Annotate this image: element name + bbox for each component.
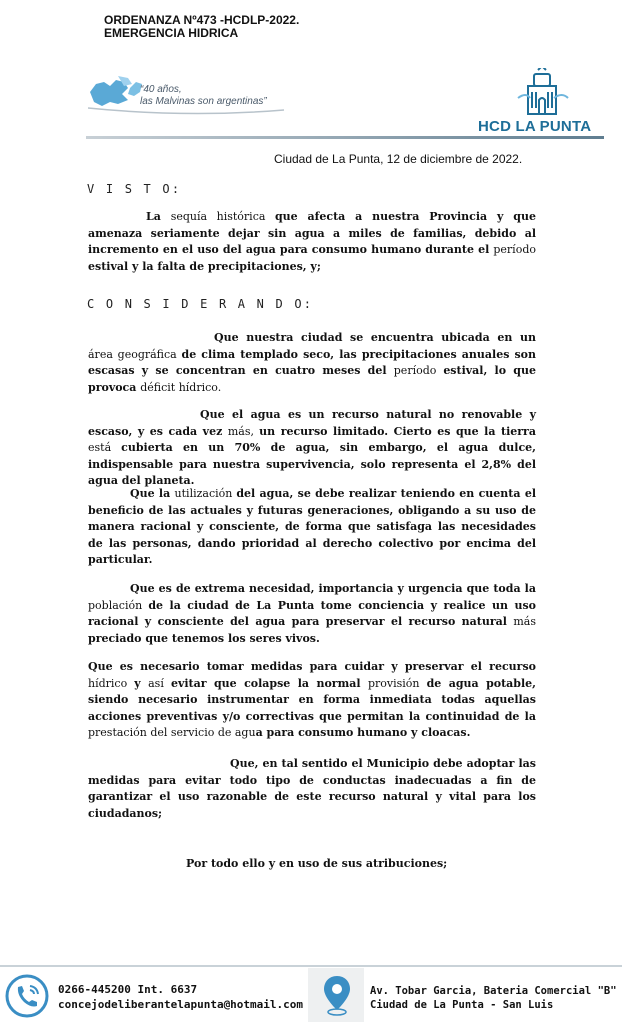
hcd-building-logo	[508, 68, 578, 116]
text-run: hídrico	[88, 676, 135, 690]
text-run: más	[513, 615, 536, 628]
text-run: de clima templado seco, las precipitaciones anuales son escasas y se concentran en cuatro meses del	[88, 347, 537, 377]
text-run: período	[493, 243, 536, 256]
malvinas-slogan: “40 años, las Malvinas son argentinas”	[140, 84, 267, 107]
text-run: estival, lo que provoca	[88, 364, 536, 394]
text-run: La	[146, 210, 171, 223]
text-run: provisión	[367, 676, 427, 690]
considerando-paragraph-2	[88, 407, 536, 490]
ordinance-number: ORDENANZA Nº473 -HCDLP-2022.	[104, 13, 300, 27]
text-run: déficit hídrico.	[140, 380, 222, 394]
closing-statement: Por todo ello y en uso de sus atribuciones;	[186, 857, 448, 870]
text-run: así	[148, 676, 171, 690]
phone-number: 0266-445200 Int. 6637	[58, 983, 198, 996]
text-run: prestación del servicio de agu	[88, 726, 256, 739]
text-run: utilización	[174, 487, 237, 500]
text-run: de la ciudad de La Punta tome conciencia y realice un uso racional y consciente del agua para preservar el recurso natural	[88, 598, 536, 628]
address-info	[370, 984, 617, 1012]
hcd-name: HCD LA PUNTA	[478, 118, 592, 135]
email-address: concejodeliberantelapunta@hotmail.com	[58, 998, 304, 1011]
text-run: estival y la falta de precipitaciones, y;	[88, 259, 321, 273]
text-run: período	[393, 364, 444, 377]
text-run: preciado que tenemos los seres vivos.	[88, 631, 320, 645]
text-run: y	[134, 676, 149, 690]
considerando-paragraph-3	[88, 486, 536, 569]
contact-info	[58, 982, 303, 1012]
text-run: Que es necesario tomar medidas para cuidar y preservar el recurso	[88, 660, 536, 673]
text-run: más,	[227, 424, 260, 438]
text-run: del agua, se debe realizar teniendo en cuenta el beneficio de las actuales y futuras generaciones, obligando a su uso de manera racional y consciente, de forma que satisfaga las necesidades de las personas, dando prioridad al derecho colectivo por encima del particular.	[88, 487, 536, 566]
text-run: área geográfica	[88, 347, 182, 361]
address-line-1: Av. Tobar Garcia, Bateria Comercial "B"	[370, 985, 617, 997]
text-run: Que el agua es un recurso natural no renovable y escaso, y es cada vez	[88, 408, 536, 438]
text-run: que afecta a nuestra Provincia y que amenaza seriamente dejar sin agua a miles de familias, debido al incremento en el uso del agua para consumo humano durante el	[88, 210, 536, 256]
text-run: sequía histórica	[170, 210, 275, 223]
text-run: un recurso limitado. Cierto es que la tierra	[259, 424, 536, 438]
considerando-paragraph-5	[88, 659, 536, 742]
text-run: Que es de extrema necesidad, importancia y urgencia que toda la	[130, 582, 536, 595]
text-run: Que, en tal sentido el Municipio debe adoptar las medidas para evitar todo tipo de conductas inadecuadas a fin de garantizar el uso razonable de este recurso natural y vital para los ciudadanos;	[88, 757, 536, 820]
visto-heading: V I S T O:	[87, 182, 182, 196]
document-header	[104, 14, 299, 40]
text-run: cubierta en un 70% de agua, sin embargo, el agua dulce, indispensable para nuestra supervivencia, solo representa el 2,8% del agua del planeta.	[88, 441, 536, 487]
header-divider	[86, 136, 604, 139]
considerando-paragraph-1	[88, 330, 536, 396]
address-line-2: Ciudad de La Punta - San Luis	[370, 999, 554, 1011]
text-run: de agua potable, siendo necesario instrumentar en forma inmediata todas aquellas acciones preventivas y/o correctivas que permitan la continuidad de la	[88, 676, 536, 723]
text-run: Que nuestra ciudad se encuentra ubicada en un	[214, 331, 536, 344]
text-run: Que la	[130, 487, 175, 500]
location-pin-icon	[322, 974, 352, 1016]
text-run: a para consumo humano y cloacas.	[255, 726, 471, 739]
considerando-paragraph-6	[88, 756, 536, 822]
considerando-paragraph-4	[88, 581, 536, 647]
ordinance-subject: EMERGENCIA HIDRICA	[104, 26, 239, 40]
visto-paragraph	[88, 209, 536, 275]
document-date: Ciudad de La Punta, 12 de diciembre de 2022.	[274, 152, 523, 166]
footer-divider	[0, 965, 622, 967]
text-run: está	[88, 441, 122, 454]
text-run: evitar que colapse la normal	[170, 676, 368, 690]
text-run: población	[88, 598, 149, 612]
phone-icon	[4, 973, 50, 1019]
considerando-heading: C O N S I D E R A N D O:	[87, 297, 314, 311]
